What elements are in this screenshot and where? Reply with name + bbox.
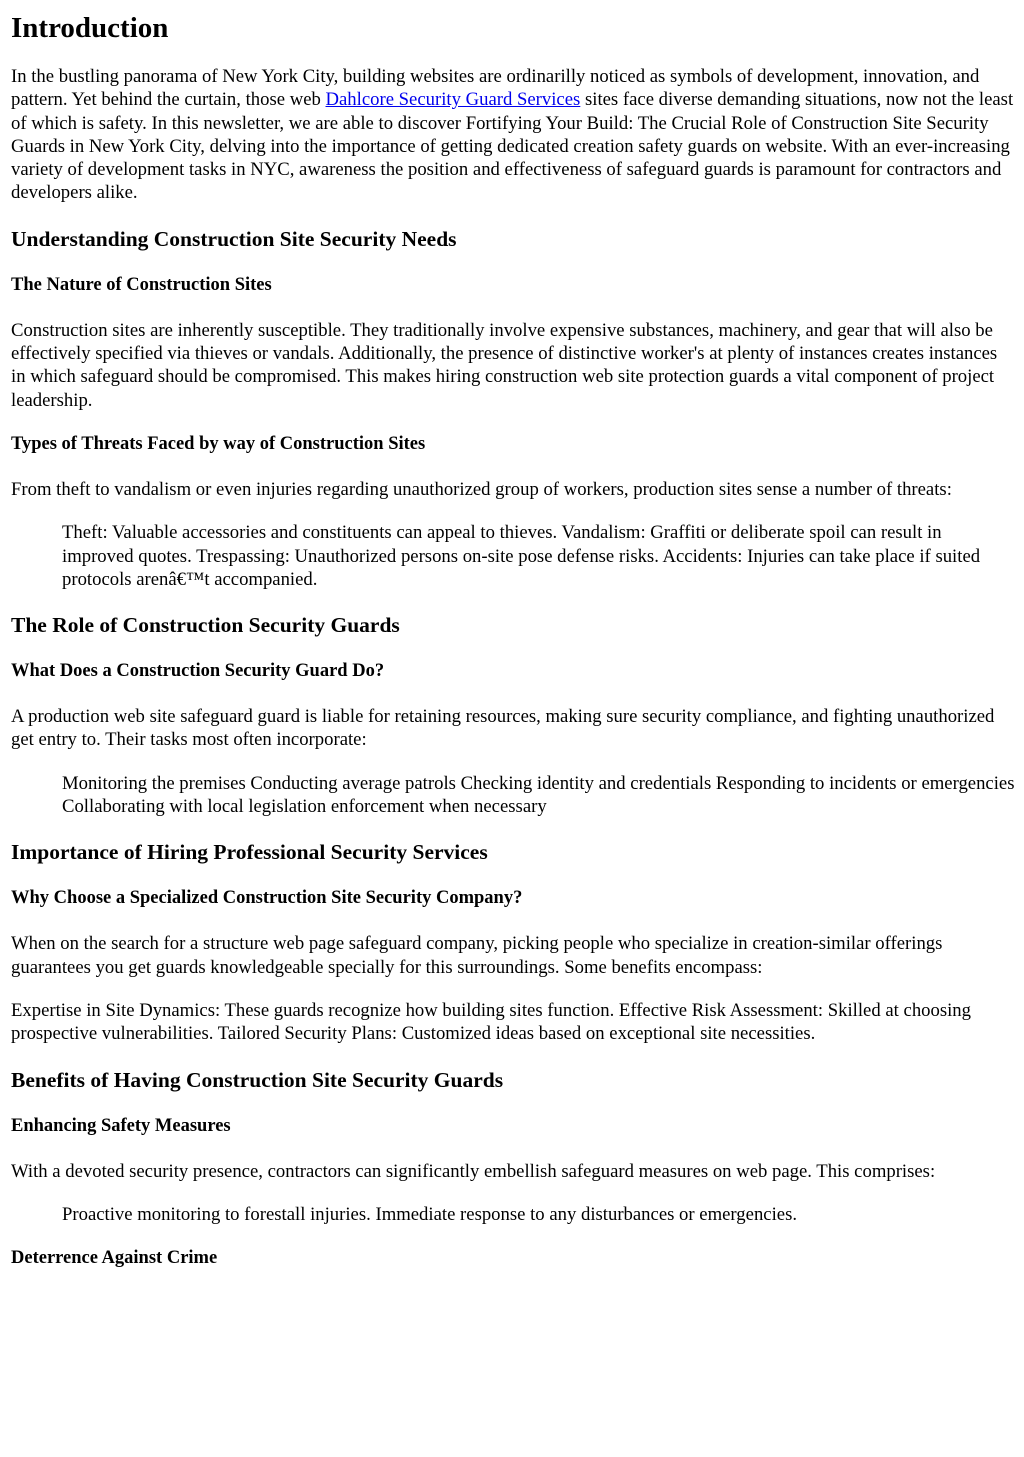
safety-heading: Enhancing Safety Measures: [11, 1115, 231, 1136]
safety-list: Proactive monitoring to forestall injuries. Immediate response to any disturbances or emergencies.: [62, 1203, 798, 1225]
importance-heading: Importance of Hiring Professional Security Services: [11, 840, 488, 865]
why-paragraph: When on the search for a structure web page safeguard company, picking people who specialize in creation-similar offerings guarantees you get guards knowledgeable specially for this surroundings. Some benefits encompass:: [11, 933, 943, 978]
deterrence-heading: Deterrence Against Crime: [11, 1248, 218, 1269]
intro-paragraph: [11, 65, 1016, 205]
dahlcore-link[interactable]: Dahlcore Security Guard Services: [325, 89, 581, 111]
intro-heading: Introduction: [11, 12, 169, 44]
nature-paragraph: Construction sites are inherently susceptible. They traditionally involve expensive substances, machinery, and gear that will also be effectively specified via thieves or vandals. Additionally, the presence of distinctive worker's at plenty of instances creates instances in which safeguard should be compromised. This makes hiring construction web site protection guards a vital component of project leadership.: [11, 319, 998, 411]
safety-paragraph: With a devoted security presence, contractors can significantly embellish safeguard measures on web page. This comprises:: [11, 1160, 936, 1182]
benefits-heading: Benefits of Having Construction Site Security Guards: [11, 1067, 504, 1092]
intro-text-after-link: sites face diverse demanding situations, now not the least of which is safety. In this newsletter, we are able to discover Fortifying Your Build: The Crucial Role of Construction Site Security Guards in New York City, delving into the importance of getting dedicated creation safety guards on website. With an ever-increasing variety of development tasks in NYC, awareness the position and effectiveness of safeguard guards is paramount for contractors and developers alike.: [11, 89, 1014, 204]
why-benefits-list: Expertise in Site Dynamics: These guards recognize how building sites function. Effective Risk Assessment: Skilled at choosing prospective vulnerabilities. Tailored Security Plans: Customized ideas based on exceptional site necessities.: [11, 999, 971, 1045]
threats-list: Theft: Valuable accessories and constituents can appeal to thieves. Vandalism: Graffiti or deliberate spoil can result in improved quotes. Trespassing: Unauthorized persons on-site pose defense risks. Accidents: Injuries can take place if suited protocols arenâ€™t accompanied.: [62, 522, 981, 590]
nature-heading: The Nature of Construction Sites: [11, 274, 272, 295]
threats-paragraph: From theft to vandalism or even injuries regarding unauthorized group of workers, production sites sense a number of threats:: [11, 478, 952, 500]
why-heading: Why Choose a Specialized Construction Site Security Company?: [11, 888, 523, 909]
role-heading: The Role of Construction Security Guards: [11, 613, 400, 638]
threats-heading: Types of Threats Faced by way of Construction Sites: [11, 433, 426, 454]
needs-heading: Understanding Construction Site Security Needs: [11, 226, 457, 251]
what-heading: What Does a Construction Security Guard Do?: [11, 661, 385, 682]
duties-list: Monitoring the premises Conducting average patrols Checking identity and credentials Responding to incidents or emergencies Collaborating with local legislation enforcement when necessary: [62, 772, 1015, 818]
what-paragraph: A production web site safeguard guard is liable for retaining resources, making sure security compliance, and fighting unauthorized get entry to. Their tasks most often incorporate:: [11, 706, 995, 751]
intro-text-before-link: In the bustling panorama of New York City, building websites are ordinarilly noticed as symbols of development, innovation, and pattern. Yet behind the curtain, those web: [11, 66, 980, 111]
article: [0, 11, 1024, 1270]
